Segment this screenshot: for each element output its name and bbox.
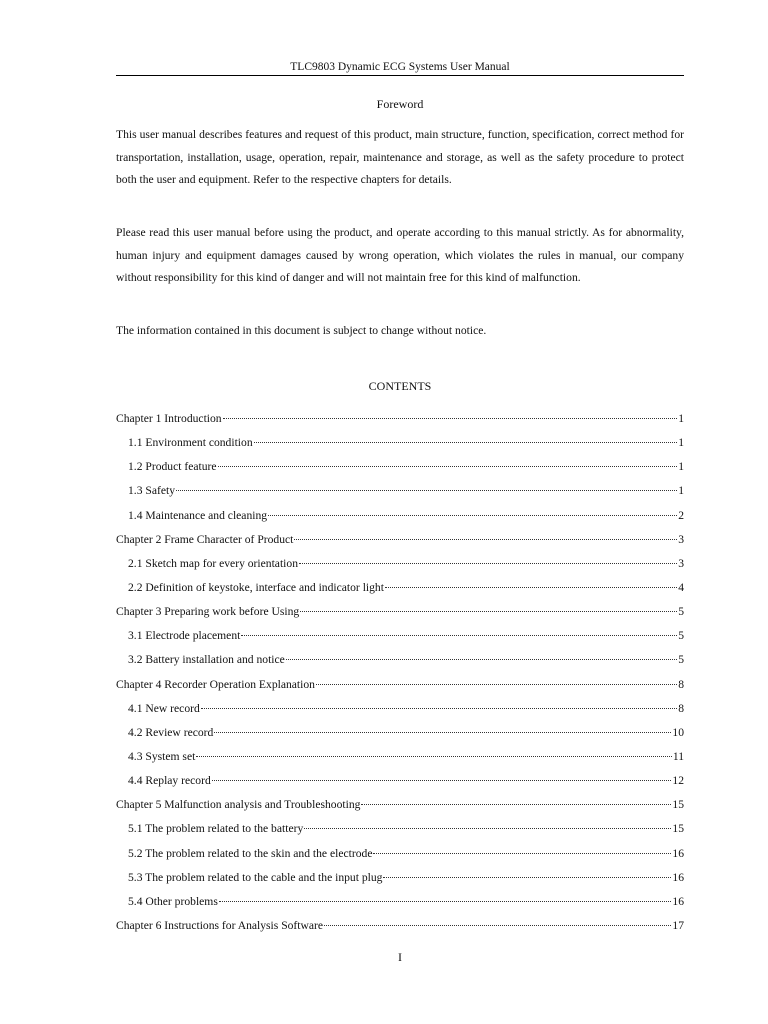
running-header: TLC9803 Dynamic ECG Systems User Manual [290,61,510,73]
page-number: I [398,950,402,964]
toc-entry-chapter-5[interactable]: Chapter 5 Malfunction analysis and Troubleshooting 15 [116,798,684,812]
foreword-paragraph-2: Please read this user manual before using the product, and operate according to this manual strictly. As for abnormality, human injury and equipment damages caused by wrong operation, which violates the rules in manual, our company without responsibility for this kind of danger and will not maintain free for this kind of malfunction. [116,226,684,284]
toc-entry-chapter-2[interactable]: Chapter 2 Frame Character of Product 3 [116,532,684,546]
toc-entry-chapter-6[interactable]: Chapter 6 Instructions for Analysis Software 17 [116,918,684,932]
foreword-paragraph-1: This user manual describes features and request of this product, main structure, function, specification, correct method for transportation, installation, usage, operation, repair, maintenance and storage, as well as the safety procedure to protect both the user and equipment. Refer to the respective chapters for details. [116,128,684,186]
toc-entry-chapter-1[interactable]: Chapter 1 Introduction 1 [116,412,684,425]
toc-entry-2-1[interactable]: 2.1 Sketch map for every orientation 3 [128,556,684,570]
toc-entry-4-3[interactable]: 4.3 System set 11 [128,749,684,763]
toc-entry-5-4[interactable]: 5.4 Other problems 16 [128,894,684,908]
header-rule [116,75,684,76]
toc-entry-4-4[interactable]: 4.4 Replay record 12 [128,774,684,788]
toc-entry-chapter-3[interactable]: Chapter 3 Preparing work before Using 5 [116,605,684,619]
toc-entry-1-1[interactable]: 1.1 Environment condition 1 [128,436,684,450]
toc-entry-2-2[interactable]: 2.2 Definition of keystoke, interface and indicator light 4 [128,580,684,594]
foreword-title: Foreword [376,97,424,111]
toc-entry-4-2[interactable]: 4.2 Review record 10 [128,725,684,739]
foreword-paragraph-3: The information contained in this document is subject to change without notice. [116,324,487,337]
toc-entry-1-2[interactable]: 1.2 Product feature 1 [128,460,684,474]
toc-entry-1-4[interactable]: 1.4 Maintenance and cleaning 2 [128,508,684,522]
toc-entry-3-1[interactable]: 3.1 Electrode placement 5 [128,629,684,643]
toc-entry-3-2[interactable]: 3.2 Battery installation and notice 5 [128,653,684,667]
toc-entry-5-1[interactable]: 5.1 The problem related to the battery 15 [128,822,684,836]
toc-entry-4-1[interactable]: 4.1 New record 8 [128,701,684,715]
toc-entry-chapter-4[interactable]: Chapter 4 Recorder Operation Explanation 8 [116,677,684,691]
contents-title: CONTENTS [368,379,432,393]
toc-entry-5-2[interactable]: 5.2 The problem related to the skin and the electrode 16 [128,846,684,860]
toc-entry-1-3[interactable]: 1.3 Safety 1 [128,484,684,498]
table-of-contents [116,407,684,938]
toc-entry-5-3[interactable]: 5.3 The problem related to the cable and the input plug 16 [128,870,684,884]
